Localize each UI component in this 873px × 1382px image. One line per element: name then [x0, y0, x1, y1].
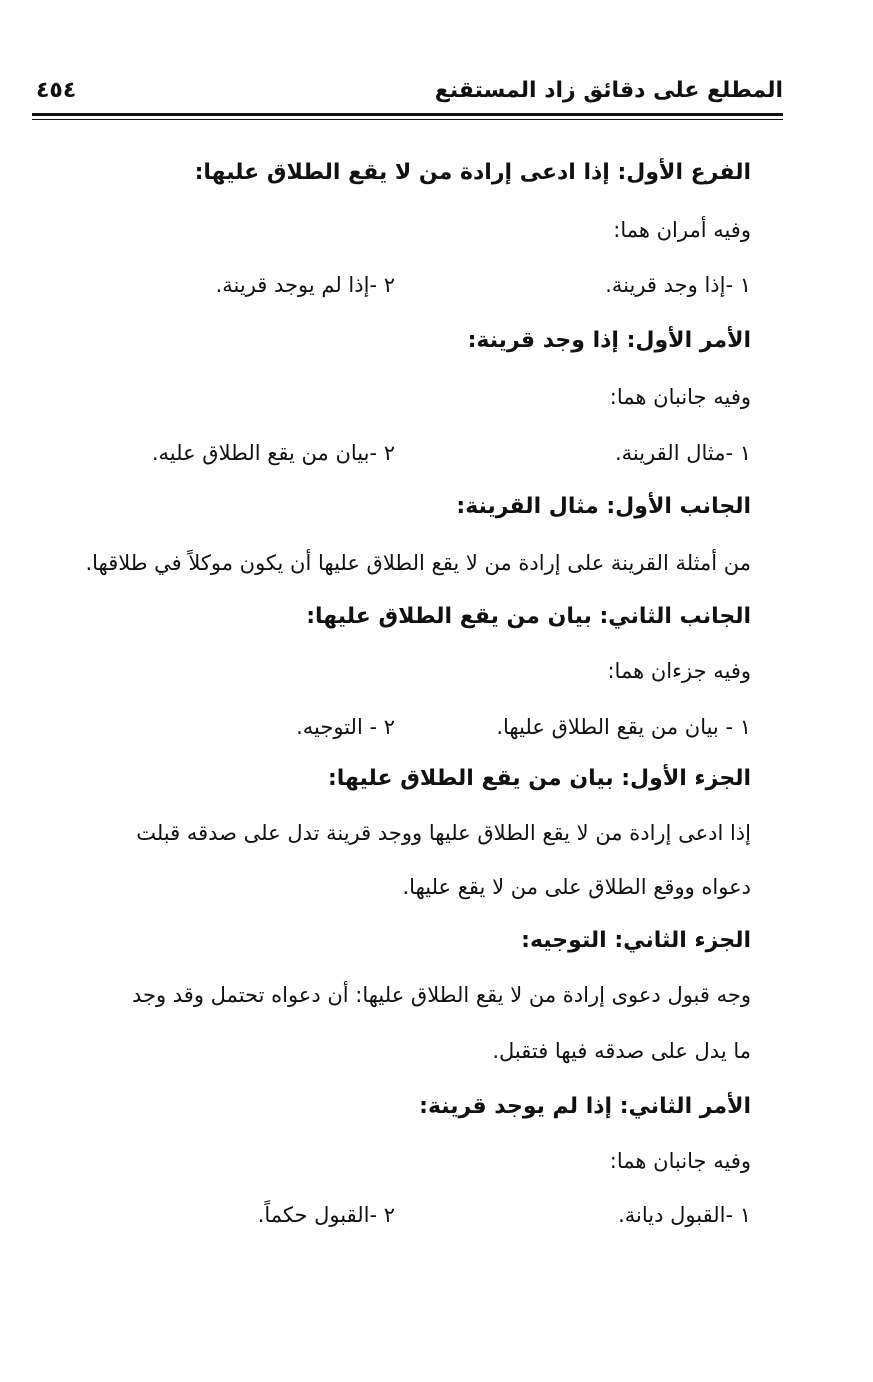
subheading-matter-1: الأمر الأول: إذا وجد قرينة:: [467, 328, 751, 353]
list-item: ١ - بيان من يقع الطلاق عليها.: [496, 715, 751, 739]
paragraph-reason-line-1: وجه قبول دعوى إرادة من لا يقع الطلاق عليها: أن دعواه تحتمل وقد وجد: [131, 983, 751, 1007]
paragraph-ruling-line-1: إذا ادعى إرادة من لا يقع الطلاق عليها ووجد قرينة تدل على صدقه قبلت: [136, 821, 751, 845]
list-item: ١ -إذا وجد قرينة.: [605, 273, 751, 297]
list-item: ١ -القبول ديانة.: [618, 1203, 751, 1227]
subheading-matter-2: الأمر الثاني: إذا لم يوجد قرينة:: [419, 1094, 751, 1119]
header-rule-thick: [32, 113, 783, 116]
list-item: ٢ -إذا لم يوجد قرينة.: [215, 273, 395, 297]
page-number: ٤٥٤: [36, 78, 77, 103]
list-item: ١ -مثال القرينة.: [614, 441, 751, 465]
subheading-aspect-2: الجانب الثاني: بيان من يقع الطلاق عليها:: [306, 604, 751, 629]
header-rule-thin: [32, 119, 783, 120]
list-item: ٢ -بيان من يقع الطلاق عليه.: [151, 441, 395, 465]
book-title: المطلع على دقائق زاد المستقنع: [434, 78, 783, 103]
paragraph-intro-1: وفيه أمران هما:: [613, 218, 751, 242]
paragraph-ruling-line-2: دعواه ووقع الطلاق على من لا يقع عليها.: [402, 875, 751, 899]
paragraph-intro-2: وفيه جانبان هما:: [609, 385, 751, 409]
list-item: ٢ -القبول حكماً.: [257, 1203, 395, 1227]
page-header: [32, 78, 783, 118]
section-heading-branch-1: الفرع الأول: إذا ادعى إرادة من لا يقع الطلاق عليها:: [194, 160, 751, 185]
subheading-part-1: الجزء الأول: بيان من يقع الطلاق عليها:: [327, 766, 751, 791]
paragraph-example: من أمثلة القرينة على إرادة من لا يقع الطلاق عليها أن يكون موكلاً في طلاقها.: [85, 551, 751, 575]
list-item: ٢ - التوجيه.: [296, 715, 395, 739]
paragraph-intro-4: وفيه جانبان هما:: [609, 1149, 751, 1173]
paragraph-intro-3: وفيه جزءان هما:: [607, 659, 751, 683]
paragraph-reason-line-2: ما يدل على صدقه فيها فتقبل.: [492, 1039, 751, 1063]
subheading-aspect-1: الجانب الأول: مثال القرينة:: [456, 494, 751, 519]
subheading-part-2: الجزء الثاني: التوجيه:: [521, 928, 751, 953]
